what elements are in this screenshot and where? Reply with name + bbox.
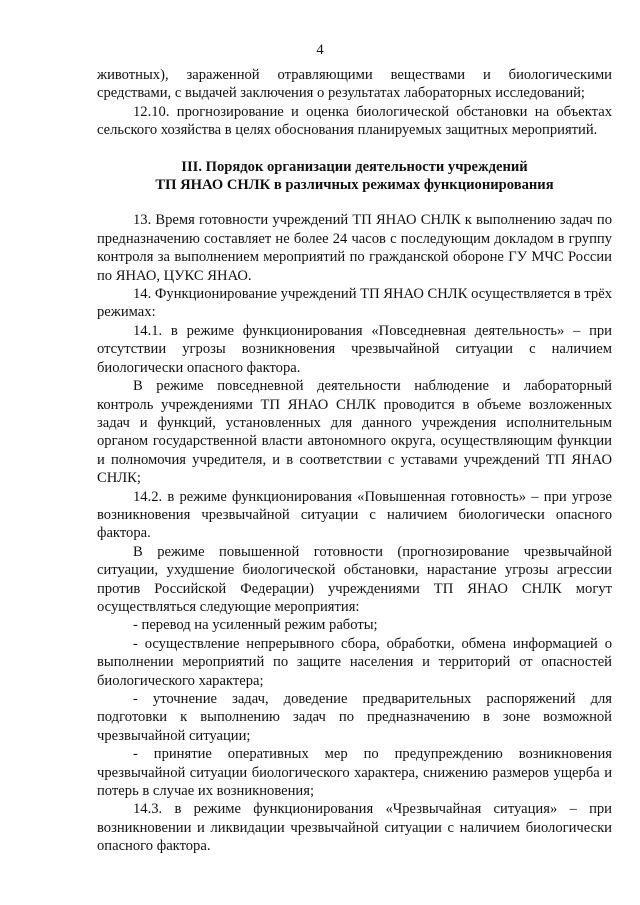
section-heading (97, 158, 612, 195)
paragraph-daily-regime: В режиме повседневной деятельности наблюдение и лабораторный контроль учреждениями ТП ЯНАО СНЛК проводится в объеме возложенных задач и функций, установленных для данного учреждения исполнительным органом государственной власти автономного округа, осуществляющим функции и полномочия учредителя, и в соответствии с уставами учреждений ТП ЯНАО СНЛК; (97, 378, 612, 487)
paragraph-14-2: 14.2. в режиме функционирования «Повышенная готовность» – при угрозе возникновения чрезвычайной ситуации с наличием биологически опасного фактора. (97, 488, 612, 542)
section-heading-line-2: ТП ЯНАО СНЛК в различных режимах функционирования (155, 177, 554, 194)
document-body (97, 66, 612, 856)
page-number: 4 (316, 42, 324, 58)
paragraph-13: 13. Время готовности учреждений ТП ЯНАО СНЛК к выполнению задач по предназначению составляет не более 24 часов с последующим докладом в группу контроля за выполнением мероприятий по гражданской обороне ГУ МЧС России по ЯНАО, ЦУКС ЯНАО. (97, 212, 612, 284)
paragraph-14: 14. Функционирование учреждений ТП ЯНАО СНЛК осуществляется в трёх режимах: (97, 286, 612, 321)
paragraph-high-readiness: В режиме повышенной готовности (прогнозирование чрезвычайной ситуации, ухудшение биологической обстановки, нарастание угрозы агрессии против Российской Федерации) учреждениями ТП ЯНАО СНЛК могут осуществляться следующие мероприятия: (97, 543, 612, 615)
paragraph-14-3: 14.3. в режиме функционирования «Чрезвычайная ситуация» – при возникновении и ликвидации чрезвычайной ситуации с наличием биологически опасного фактора. (97, 801, 612, 855)
paragraph-14-1: 14.1. в режиме функционирования «Повседневная деятельность» – при отсутствии угрозы возникновения чрезвычайной ситуации с наличием биологически опасного фактора. (97, 322, 612, 376)
list-item-task-clarification: - уточнение задач, доведение предварительных распоряжений для подготовки к выполнению задач по предназначению в зоне возможной чрезвычайной ситуации; (97, 691, 612, 744)
list-item-enhanced-mode: - перевод на усиленный режим работы; (133, 617, 378, 634)
section-heading-line-1: III. Порядок организации деятельности учреждений (181, 158, 528, 175)
paragraph-12-10: 12.10. прогнозирование и оценка биологической обстановки на объектах сельского хозяйства в целях обоснования планируемых защитных мероприятий. (97, 103, 612, 139)
list-item-info-collection: - осуществление непрерывного сбора, обработки, обмена информацией о выполнении мероприятий по защите населения и территорий от опасностей биологического характера; (97, 635, 612, 689)
paragraph-continuation: животных), зараженной отравляющими веществами и биологическими средствами, с выдачей заключения о результатах лабораторных исследований; (97, 67, 612, 102)
list-item-prevention-measures: - принятие оперативных мер по предупреждению возникновения чрезвычайной ситуации биологического характера, снижению размеров ущерба и потерь в случае их возникновения; (97, 746, 612, 800)
